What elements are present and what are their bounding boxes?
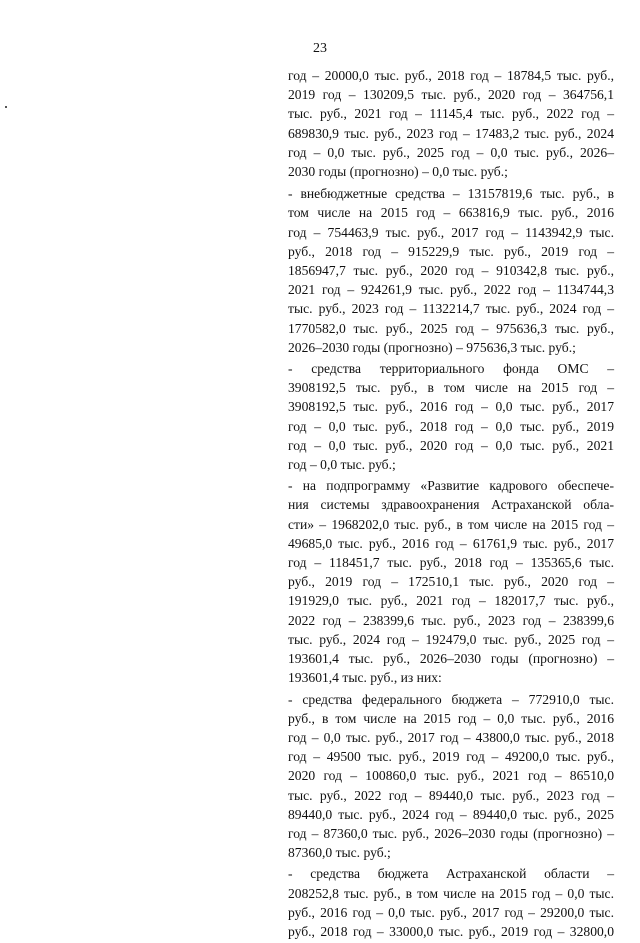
- text-line: год – 87360,0 тыс. руб., 2026–2030 годы (прогнозно) –: [288, 825, 614, 841]
- text-line: - средства территориального фонда ОМС –: [288, 361, 614, 377]
- paragraph: [288, 66, 614, 181]
- text-line: 193601,4 тыс. руб., из них:: [288, 670, 442, 686]
- text-line: 2021 год – 924261,9 тыс. руб., 2022 год – 1134744,3: [288, 282, 614, 298]
- scan-speck: [5, 106, 7, 108]
- text-line: год – 49500 тыс. руб., 2019 год – 49200,0 тыс. руб.,: [288, 749, 614, 765]
- page-number: 23: [313, 41, 327, 56]
- text-line: 2019 год – 130209,5 тыс. руб., 2020 год – 364756,1: [288, 87, 614, 103]
- text-line: 2026–2030 годы (прогнозно) – 975636,3 тыс. руб.;: [288, 339, 576, 355]
- text-line: год – 0,0 тыс. руб.;: [288, 457, 396, 473]
- text-line: тыс. руб., 2021 год – 11145,4 тыс. руб., 2022 год –: [288, 106, 614, 122]
- text-line: год – 20000,0 тыс. руб., 2018 год – 18784,5 тыс. руб.,: [288, 68, 614, 83]
- text-line: 87360,0 тыс. руб.;: [288, 845, 391, 861]
- paragraph: [288, 690, 614, 863]
- text-line: 2022 год – 238399,6 тыс. руб., 2023 год – 238399,6: [288, 612, 614, 628]
- text-line: год – 0,0 тыс. руб., 2017 год – 43800,0 тыс. руб., 2018: [288, 729, 614, 745]
- text-line: 3908192,5 тыс. руб., 2016 год – 0,0 тыс. руб., 2017: [288, 399, 614, 415]
- text-line: - на подпрограмму «Развитие кадрового обеспече-: [288, 478, 614, 494]
- paragraph: [288, 184, 614, 357]
- text-line: год – 0,0 тыс. руб., 2020 год – 0,0 тыс. руб., 2021: [288, 437, 614, 453]
- text-line: год – 0,0 тыс. руб., 2025 год – 0,0 тыс. руб., 2026–: [288, 144, 614, 160]
- text-line: том числе на 2015 год – 663816,9 тыс. руб., 2016: [288, 205, 614, 221]
- text-line: - средства федерального бюджета – 772910,0 тыс.: [288, 691, 614, 707]
- text-line: руб., 2019 год – 172510,1 тыс. руб., 2020 год –: [288, 574, 614, 590]
- paragraph: [288, 864, 614, 941]
- text-line: 2030 годы (прогнозно) – 0,0 тыс. руб.;: [288, 164, 508, 180]
- text-line: 3908192,5 тыс. руб., в том числе на 2015 год –: [288, 380, 614, 396]
- text-line: руб., в том числе на 2015 год – 0,0 тыс. руб., 2016: [288, 710, 614, 726]
- paragraph: [288, 359, 614, 474]
- text-line: 49685,0 тыс. руб., 2016 год – 61761,9 тыс. руб., 2017: [288, 535, 614, 551]
- text-line: 689830,9 тыс. руб., 2023 год – 17483,2 тыс. руб., 2024: [288, 125, 614, 141]
- paragraph: [288, 476, 614, 687]
- text-line: сти» – 1968202,0 тыс. руб., в том числе на 2015 год –: [288, 516, 614, 532]
- text-line: тыс. руб., 2022 год – 89440,0 тыс. руб., 2023 год –: [288, 787, 614, 803]
- text-line: год – 754463,9 тыс. руб., 2017 год – 1143942,9 тыс.: [288, 224, 614, 240]
- text-line: руб., 2018 год – 915229,9 тыс. руб., 2019 год –: [288, 243, 614, 259]
- document-body: [288, 66, 614, 943]
- text-line: 208252,8 тыс. руб., в том числе на 2015 год – 0,0 тыс.: [288, 885, 614, 901]
- text-line: 89440,0 тыс. руб., 2024 год – 89440,0 тыс. руб., 2025: [288, 806, 614, 822]
- text-line: тыс. руб., 2024 год – 192479,0 тыс. руб., 2025 год –: [288, 631, 614, 647]
- text-line: год – 0,0 тыс. руб., 2018 год – 0,0 тыс. руб., 2019: [288, 418, 614, 434]
- text-line: 2020 год – 100860,0 тыс. руб., 2021 год – 86510,0: [288, 768, 614, 784]
- text-line: 1856947,7 тыс. руб., 2020 год – 910342,8 тыс. руб.,: [288, 263, 614, 279]
- text-line: год – 118451,7 тыс. руб., 2018 год – 135365,6 тыс.: [288, 555, 614, 571]
- text-line: - средства бюджета Астраханской области –: [288, 866, 614, 882]
- text-line: 193601,4 тыс. руб., 2026–2030 годы (прогнозно) –: [288, 651, 614, 667]
- text-line: ния системы здравоохранения Астраханской обла-: [288, 497, 614, 513]
- text-line: руб., 2018 год – 33000,0 тыс. руб., 2019 год – 32800,0: [288, 923, 614, 939]
- text-line: 1770582,0 тыс. руб., 2025 год – 975636,3 тыс. руб.,: [288, 320, 614, 336]
- text-line: тыс. руб., 2023 год – 1132214,7 тыс. руб., 2024 год –: [288, 301, 614, 317]
- text-line: - внебюджетные средства – 13157819,6 тыс. руб., в: [288, 186, 614, 202]
- text-line: руб., 2016 год – 0,0 тыс. руб., 2017 год – 29200,0 тыс.: [288, 904, 614, 920]
- text-line: 191929,0 тыс. руб., 2021 год – 182017,7 тыс. руб.,: [288, 593, 614, 609]
